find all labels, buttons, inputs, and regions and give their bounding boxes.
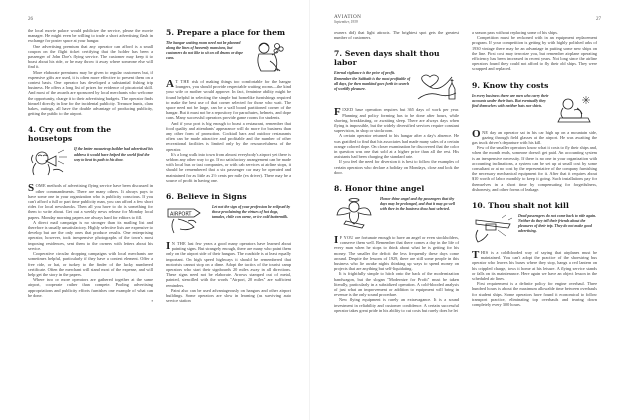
section-opening-paragraph: THIS is a coldblooded way of saying that airplanes must be maintained. You can't adopt the practice of the shoestring bus operator who leaves his buses where they stop, hangs a red lantern on his crippled charge, tows it home at his leisure. A flying service stands or falls on its maintenance. Here again we have an object lesson in the scheduled air lines. — [472, 248, 597, 282]
drop-cap: A — [166, 77, 174, 90]
section-8 — [334, 184, 459, 313]
body-paragraph: One advertising premium that any operator can afford is a small coupon on the flight ticket certifying that the holder has been a passenger of John Doe's flying service. The customer may keep it to boast about his ride, or he may throw it away where someone else will find it. — [28, 43, 153, 70]
body-paragraph: First requirement is a definite policy for engine overhaul. Three hundred hours is about the maximum allowable time between overhauls for student ships. Some operators have found it economical to follow transport practice, eliminating top overhauls and tearing down completely every 300 hours. — [472, 281, 597, 308]
drop-cap: T — [472, 248, 480, 261]
body-paragraph: And if your port is big enough to boast a restaurant, remember that food quality and attendants' appearance will do more for business than any other form of promotion. Cocktail bars and outdoor restaurants often can be made attractive and profitable and the number of other recreational facilities is limited only by the resourcefulness of the operator. — [166, 120, 291, 152]
section-4 — [28, 125, 153, 303]
body-paragraph: owners did) that light attracts. The brightest spot gets the greatest number of customers. — [334, 30, 459, 41]
drop-cap: F — [334, 105, 341, 118]
page-number-left: 26 — [28, 17, 33, 22]
woman-with-flowers-illustration — [250, 41, 288, 73]
section-opening-paragraph: SOME methods of advertising flying service have been discussed in other commandments. There are many others. It always pays to have some one in your organization who is publicity conscious. If you can't afford a full or part time publicity man, you can afford a few short rides for local newshawks. Then all you have to do is something for them to write about. Get out a weekly news release for Monday local papers. Monday morning papers are always hard for editors to fill. — [28, 181, 153, 220]
running-head — [334, 15, 361, 25]
body-paragraph: More elaborate premiums may be given to regular customers but, if expensive gifts are used, it is often more effective to present them on a contest basis. One operator has developed a substantial fishing trip business. He offers a long list of prizes for evidence of piscatorial skill. And most of the awards are sponsored by local merchants who welcome the opportunity, charge it to their advertising budgets. The operator finds himself directly in line for the incidental publicity. Treasure hunts, clam bakes, outings, all have the double advantage of producing publicity, getting the public to the airport. — [28, 69, 153, 117]
left-page-column-1 — [28, 28, 153, 303]
body-paragraph: a season pass without replacing some of his ships. — [472, 30, 559, 35]
section-pullquote: The hangar waiting room need not be planned along the lines of heavenly mansions, but customers do not like to sit on oil drums or dope cans. — [166, 41, 243, 61]
airport-sign-arrow-illustration — [166, 205, 208, 235]
drop-cap: S — [28, 181, 35, 194]
section-lede — [166, 205, 291, 235]
section-opening-paragraph: I F YOU are fortunate enough to have an angel or even stockholders, conserve them well. Remember that there comes a day in the life of every man when he stops to think about what he is getting for his money. The smaller the deficit the less frequently these days come around. Despite the lessons of 1929, there are still some people in this business who lie awake nights thinking up ways to spend money on projects that are anything but self-liquidating. — [334, 233, 459, 272]
section-heading: 7. Seven days shalt thou labor — [334, 49, 440, 68]
section-6 — [166, 192, 291, 303]
section-lede — [472, 94, 597, 124]
section-9 — [472, 81, 597, 192]
body-paragraph: New flying equipment is rarely an extravagance. It is a sound investment in reliability and customer confidence. A certain successful operator takes great pride in his ability to cut costs but rarely does he let — [334, 297, 459, 313]
magazine-name: AVIATION — [334, 14, 362, 20]
section-opening-paragraph: I N THE last few years a good many operators have learned about painting signs. But strangely enough, there are many who paint them only on the airport side of their hangars. The roadside is at least equally important. On high speed highways it should be remembered that motorists cannot stop on a dime. Adopt the tactics of the tourist camp operators who start their signboards 20 miles away in all directions. These signs need not be elaborate. Arrows stamped out of metal, painted, stencilled with the words "Airport, 20 miles" are sufficient reminders. — [166, 239, 291, 288]
section-heading: 9. Know thy costs — [472, 80, 549, 90]
section-lede — [28, 147, 153, 177]
section-7 — [334, 49, 459, 175]
section-pullquote: Dead passengers do not come back to ride again. Neither do they tell their friends about the pleasures of their trip. They do not make good advertising. — [518, 214, 597, 234]
body-paragraph: If you feel the need for diversion it is best to follow the examples of certain operators who declare a holiday on Mondays, close and lock the door. — [334, 159, 459, 175]
drop-cap: O — [472, 128, 481, 141]
section-lede — [334, 71, 459, 101]
body-paragraph: the local movie palace would publicize the service, please the movie manager. He might even be willing to trade a short advertising flash in exchange for poster space at your hangar. — [28, 28, 153, 44]
man-shouting-megaphone-illustration — [28, 147, 70, 177]
body-paragraph: Few of the smaller operators know what it costs to fly their ships and, when the month ends, someone doesn't get paid. An accounting system is an inexpensive necessity. If there is no one in your organization with accounting inclinations, a system can be set up at small cost by some consultant or at no cost by the representative of the company furnishing the necessary mechanical equipment for it. After that it requires about $10 worth of labor monthly to keep it going. Such installations pay for themselves in a short time by compensating for forgetfulness, dishonesty, and other forms of leakage. — [472, 145, 597, 192]
section-5 — [166, 28, 291, 183]
body-paragraph: It's a long walk into town from almost everybody's airport yet there is seldom any other way to go. If no satisfactory arrangement can be made with local bus or taxi companies, or with cab services at airline stops, it should be remembered that a six passenger car may be operated and maintained for as little as 2½ cents per mile (ex driver). There may be a source of profit in having one. — [166, 151, 291, 183]
section-pullquote: If the better mousetrap builder had advertised his address it would have helped the world find the way to beat its path to his door. — [74, 147, 154, 162]
section-pullquote: Honor thine angel and thy passengers that thy days may be prolonged, and that it may go well with thee in the business thou hast selected. — [380, 197, 456, 212]
section-lede — [166, 41, 291, 73]
section-heading: 4. Cry out from the housetops — [28, 125, 112, 144]
section-10 — [472, 201, 597, 307]
section-heading: 5. Prepare a place for them — [166, 28, 286, 37]
body-paragraph: A certain operator returned to his hangar after a day's absence. He was gratified to find that his associates had made many sales of a certain orange colored dope. On closer examination he discovered that the color in question was one that sold at a higher price than all the rest. His assistants had been charging the standard rate. — [334, 133, 459, 160]
body-paragraph: A direct mail campaign is no stronger than its mailing list and therefore is usually unsatisfactory. Highly selective lists are expensive to develop but are the only ones that produce results. One enterprising operator, however, took inexpensive photographs of the town's most imposing residences, sent them to the owners with letters about his service. — [28, 219, 154, 251]
right-page — [310, 0, 620, 420]
body-paragraph: Cooperative circular dropping campaigns with local merchants are sometimes helpful, particularly if they have a contest element. Offer a free ride, or hat, or turkey to the finder of the lucky numbered certificate. Often the merchant will stand most of the expense, and will help get the story in the papers. — [28, 251, 153, 277]
continued-mark: ▪ — [151, 297, 153, 303]
heart-and-church-illustration — [416, 71, 458, 101]
issue-date: September, 1939 — [334, 20, 358, 24]
right-page-column-2 — [472, 30, 597, 307]
left-page-column-2 — [166, 28, 291, 304]
body-paragraph: Competition must be reckoned with in an equipment replacement program. If your competition is getting by with highly polished arks of 1930 vintage there may be an advantage in putting some new ships on the line. First cost may terrorize you, but remember airplane operating efficiency has been increased in recent years. Not long since the airline operators found they could not afford to fly their old ships. They were scrapped and replaced. — [472, 35, 597, 72]
section-lede — [334, 197, 459, 229]
section-heading: 6. Believe in Signs — [166, 192, 247, 202]
section-opening-paragraph: FIXED base operation requires but 365 days of work per year. Planning and policy forming has to be done after hours, while shaving, breakfasting, or awaiting sleep. There are always days when flying is impossible, but the widely diversified services require constant supervision, in shop or stockroom. — [334, 105, 459, 134]
cherub-angel-illustration — [334, 197, 376, 229]
right-page-column-1 — [334, 30, 459, 313]
section-pullquote: Eternal vigilance is the price of profit. Remember the Sabbath is the most profitable of all days, for then mankind goes forth in search of worldly pleasure. — [334, 71, 411, 91]
section-opening-paragraph: ONE day an operator sat in his car high up on a mountain side, gazing through field glasses at the airport. He was awaiting the gas truck driver's departure with his kill. — [472, 128, 597, 146]
page-number-right: 27 — [596, 17, 601, 22]
body-paragraph: It is frightfully simple to hitch onto the back of the modernization bandwagon, but the slogan "Modernize for Profit" must be taken literally, particularly in a subsidized operation. A cold-blooded analysis of just what an improvement or addition to equipment will bring in revenue is the only sound procedure. — [334, 271, 459, 298]
body-paragraph: Paint also can be used advantageously on hangars and other airport buildings. Some operators are slow in learning (as surviving auto service station — [166, 287, 291, 304]
section-pullquote: Let not the sign of your profession be eclipsed by those proclaiming the virtues of hot dogs, tamales, chile con carne, or ice cold buttermilk. — [212, 205, 291, 220]
section-heading: 10. Thou shalt not kill — [472, 201, 569, 211]
drop-cap: I — [334, 233, 339, 246]
section-lede — [472, 214, 597, 244]
section-pullquote: In every business there are men who carry their accounts under their hats. But eventually they find themselves with neither hats nor shirts. — [472, 93, 549, 108]
man-with-ledger-illustration — [554, 94, 596, 124]
section-heading: 8. Honor thine angel — [334, 184, 425, 194]
svg-text:AIRPORT: AIRPORT — [170, 211, 192, 218]
drop-cap: I — [166, 239, 171, 252]
body-paragraph: Where two or more operators are gathered together at the same airport, cooperate rather than compete. Pooling advertising appropriations and publicity efforts furnishes one example of what can be done. — [28, 277, 153, 298]
crashed-airplane-illustration — [472, 214, 514, 244]
section-opening-paragraph: A T THE risk of making things too comfortable for the hangar loungers, you should provide respectable waiting rooms—the kind your wife or mother would approve. In fact, feminine ability might be found helpful in selecting the simple but homelike furnishings required to make the best use of that corner selected for those who wait. The space need not be large, can be a wall board partitioned corner of the hangar. But it must not be a repository for parachutes, helmets, and dope cans. Many successful operators provide game rooms for students. — [166, 77, 291, 121]
